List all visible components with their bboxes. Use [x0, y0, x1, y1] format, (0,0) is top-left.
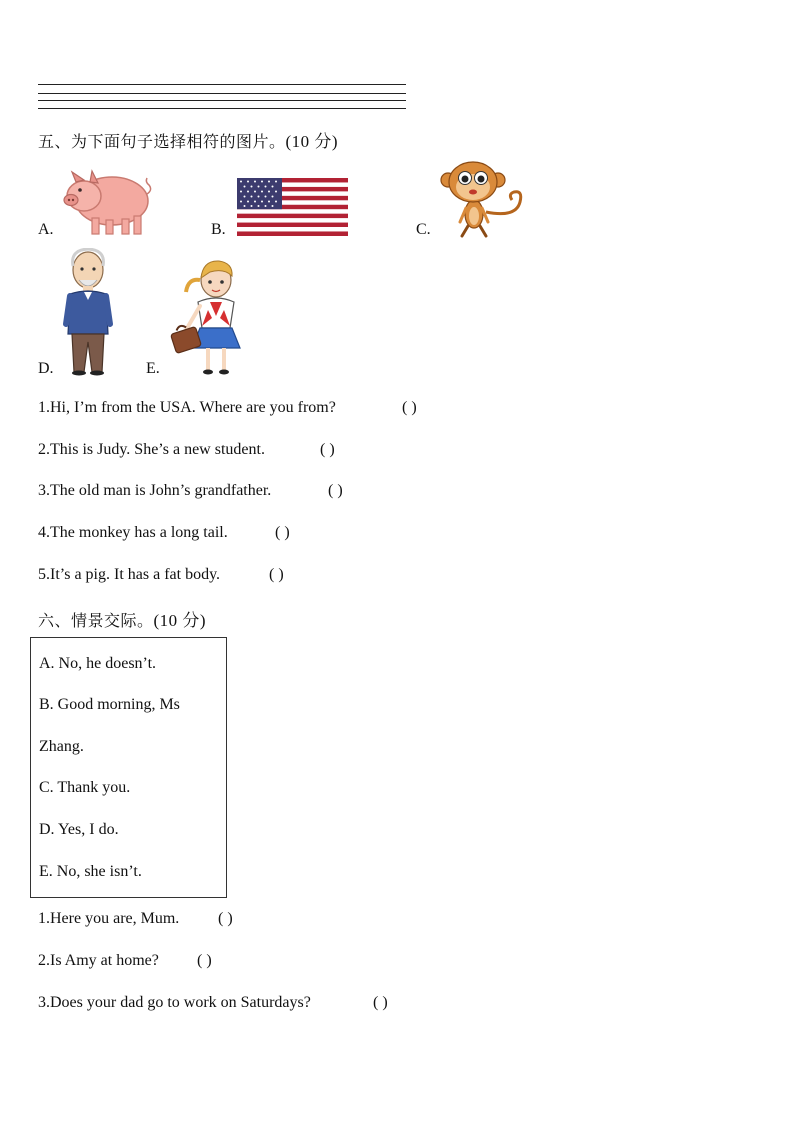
writing-line	[38, 93, 406, 94]
option-c-label: C.	[416, 221, 431, 238]
option-a-label: A.	[38, 221, 54, 238]
choice-b: B. Good morning, Ms	[39, 696, 180, 713]
choice-a: A. No, he doesn’t.	[39, 655, 157, 672]
s5-question-3: 3.The old man is John’s grandfather.	[38, 482, 272, 499]
s5-question-5: 5.It’s a pig. It has a fat body.	[38, 566, 221, 583]
option-e-label: E.	[146, 360, 160, 377]
section6-heading	[38, 606, 206, 631]
option-b-label: B.	[211, 221, 226, 238]
s5-question-1: 1.Hi, I’m from the USA. Where are you from?	[38, 399, 336, 416]
s6-answer-blank-2[interactable]: ( )	[197, 952, 212, 969]
s6-answer-blank-3[interactable]: ( )	[373, 994, 388, 1011]
option-d-label: D.	[38, 360, 54, 377]
schoolgirl-icon	[170, 258, 250, 376]
s6-question-3: 3.Does your dad go to work on Saturdays?	[38, 994, 311, 1011]
section6-title: 六、情景交际。	[38, 611, 154, 630]
s5-question-4: 4.The monkey has a long tail.	[38, 524, 228, 541]
writing-line	[38, 84, 406, 85]
section6-score: (10 分)	[153, 611, 207, 630]
choice-e: E. No, she isn’t.	[39, 863, 142, 880]
monkey-icon	[440, 160, 528, 238]
pig-icon	[62, 168, 152, 238]
writing-line	[38, 108, 406, 109]
s5-answer-blank-1[interactable]: ( )	[402, 399, 417, 416]
s5-answer-blank-2[interactable]: ( )	[320, 441, 335, 458]
choice-c: C. Thank you.	[39, 779, 131, 796]
s5-answer-blank-4[interactable]: ( )	[275, 524, 290, 541]
section5-heading	[38, 127, 338, 152]
s6-question-2: 2.Is Amy at home?	[38, 952, 159, 969]
s5-question-2: 2.This is Judy. She’s a new student.	[38, 441, 265, 458]
section5-score: (10 分)	[285, 132, 339, 151]
s6-answer-blank-1[interactable]: ( )	[218, 910, 233, 927]
choice-d: D. Yes, I do.	[39, 821, 119, 838]
s5-answer-blank-3[interactable]: ( )	[328, 482, 343, 499]
writing-line	[38, 100, 406, 101]
section5-title: 五、为下面句子选择相符的图片。	[38, 132, 286, 151]
old-man-icon	[62, 248, 114, 376]
s6-question-1: 1.Here you are, Mum.	[38, 910, 180, 927]
answer-choices-box	[30, 637, 227, 898]
usa-flag-icon	[237, 178, 348, 236]
choice-b-continued: Zhang.	[39, 738, 84, 755]
s5-answer-blank-5[interactable]: ( )	[269, 566, 284, 583]
